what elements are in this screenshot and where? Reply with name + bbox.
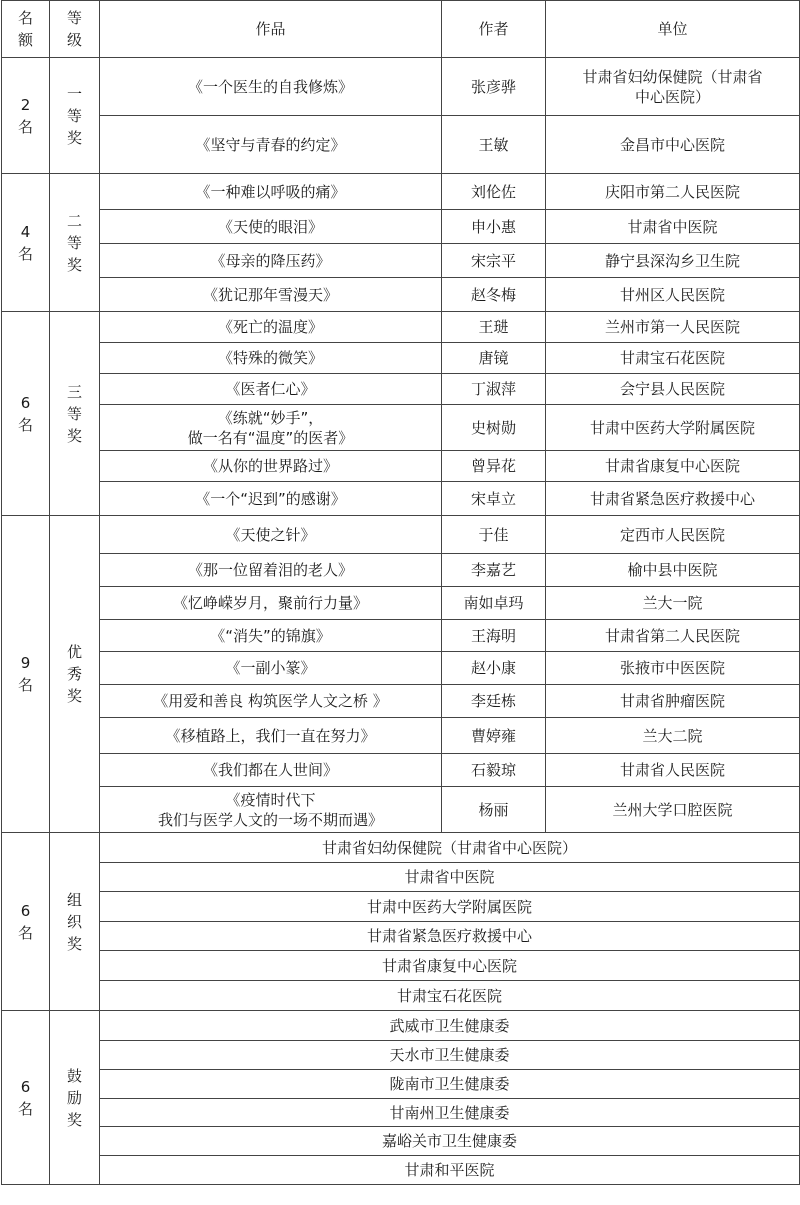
work-title: 《母亲的降压药》	[100, 244, 442, 278]
award-table	[1, 0, 800, 1185]
unit-name: 天水市卫生健康委	[100, 1041, 800, 1070]
table-row	[2, 754, 800, 787]
table-row	[2, 1099, 800, 1127]
award-level: 一 等 奖	[50, 58, 100, 174]
work-title: 《一个医生的自我修炼》	[100, 58, 442, 116]
unit-name: 庆阳市第二人民医院	[546, 174, 800, 210]
header-level: 等 级	[50, 1, 100, 58]
unit-name: 兰大一院	[546, 587, 800, 620]
award-count: 6 名	[2, 833, 50, 1011]
unit-name: 甘肃省妇幼保健院（甘肃省中心医院）	[100, 833, 800, 863]
author-name: 宋卓立	[442, 482, 546, 516]
unit-name: 兰州市第一人民医院	[546, 312, 800, 343]
work-title: 《移植路上，我们一直在努力》	[100, 718, 442, 754]
author-name: 曹婷雍	[442, 718, 546, 754]
table-row	[2, 1011, 800, 1041]
table-row	[2, 374, 800, 405]
author-name: 赵冬梅	[442, 278, 546, 312]
unit-name: 甘肃和平医院	[100, 1156, 800, 1185]
table-row	[2, 312, 800, 343]
table-row	[2, 482, 800, 516]
award-level: 二 等 奖	[50, 174, 100, 312]
table-body	[2, 58, 800, 1185]
author-name: 宋宗平	[442, 244, 546, 278]
award-level: 组 织 奖	[50, 833, 100, 1011]
work-title: 《我们都在人世间》	[100, 754, 442, 787]
table-row	[2, 1041, 800, 1070]
unit-name: 兰大二院	[546, 718, 800, 754]
unit-name: 甘州区人民医院	[546, 278, 800, 312]
award-count: 2 名	[2, 58, 50, 174]
award-count: 6 名	[2, 312, 50, 516]
table-row	[2, 174, 800, 210]
unit-name: 静宁县深沟乡卫生院	[546, 244, 800, 278]
header-author: 作者	[442, 1, 546, 58]
award-level: 三 等 奖	[50, 312, 100, 516]
table-row	[2, 58, 800, 116]
table-row	[2, 405, 800, 451]
work-title: 《从你的世界路过》	[100, 451, 442, 482]
author-name: 史树勋	[442, 405, 546, 451]
author-name: 唐镜	[442, 343, 546, 374]
table-row	[2, 863, 800, 892]
table-row	[2, 116, 800, 174]
work-title: 《医者仁心》	[100, 374, 442, 405]
author-name: 南如卓玛	[442, 587, 546, 620]
work-title: 《死亡的温度》	[100, 312, 442, 343]
header-work: 作品	[100, 1, 442, 58]
table-row	[2, 652, 800, 685]
author-name: 于佳	[442, 516, 546, 554]
table-row	[2, 343, 800, 374]
table-row	[2, 1070, 800, 1099]
table-row	[2, 892, 800, 922]
table-row	[2, 516, 800, 554]
author-name: 石毅琼	[442, 754, 546, 787]
work-title: 《特殊的微笑》	[100, 343, 442, 374]
award-level: 鼓 励 奖	[50, 1011, 100, 1185]
table-row	[2, 451, 800, 482]
unit-name: 榆中县中医院	[546, 554, 800, 587]
author-name: 丁淑萍	[442, 374, 546, 405]
award-count: 6 名	[2, 1011, 50, 1185]
author-name: 王海明	[442, 620, 546, 652]
unit-name: 兰州大学口腔医院	[546, 787, 800, 833]
author-name: 赵小康	[442, 652, 546, 685]
unit-name: 甘肃省肿瘤医院	[546, 685, 800, 718]
table-row	[2, 244, 800, 278]
author-name: 申小惠	[442, 210, 546, 244]
unit-name: 甘肃省第二人民医院	[546, 620, 800, 652]
unit-name: 甘肃中医药大学附属医院	[100, 892, 800, 922]
work-title: 《犹记那年雪漫天》	[100, 278, 442, 312]
unit-name: 武威市卫生健康委	[100, 1011, 800, 1041]
work-title: 《那一位留着泪的老人》	[100, 554, 442, 587]
table-row	[2, 951, 800, 981]
work-title: 《一种难以呼吸的痛》	[100, 174, 442, 210]
work-title: 《天使之针》	[100, 516, 442, 554]
unit-name: 会宁县人民医院	[546, 374, 800, 405]
header-unit: 单位	[546, 1, 800, 58]
table-row	[2, 620, 800, 652]
table-row	[2, 278, 800, 312]
unit-name: 嘉峪关市卫生健康委	[100, 1127, 800, 1156]
table-row	[2, 922, 800, 951]
author-name: 刘伦佐	[442, 174, 546, 210]
unit-name: 金昌市中心医院	[546, 116, 800, 174]
work-title: 《天使的眼泪》	[100, 210, 442, 244]
author-name: 李嘉艺	[442, 554, 546, 587]
unit-name: 甘肃省中医院	[546, 210, 800, 244]
unit-name: 甘肃宝石花医院	[100, 981, 800, 1011]
unit-name: 陇南市卫生健康委	[100, 1070, 800, 1099]
award-count: 4 名	[2, 174, 50, 312]
unit-name: 甘肃省紧急医疗救援中心	[100, 922, 800, 951]
work-title: 《用爱和善良 构筑医学人文之桥 》	[100, 685, 442, 718]
work-title: 《“消失”的锦旗》	[100, 620, 442, 652]
unit-name: 定西市人民医院	[546, 516, 800, 554]
unit-name: 甘肃宝石花医院	[546, 343, 800, 374]
author-name: 张彦骅	[442, 58, 546, 116]
table-row	[2, 210, 800, 244]
table-row	[2, 1127, 800, 1156]
table-row	[2, 787, 800, 833]
author-name: 李廷栋	[442, 685, 546, 718]
header-row	[2, 1, 800, 58]
work-title: 《忆峥嵘岁月，聚前行力量》	[100, 587, 442, 620]
header-count: 名 额	[2, 1, 50, 58]
unit-name: 甘肃中医药大学附属医院	[546, 405, 800, 451]
unit-name: 甘肃省中医院	[100, 863, 800, 892]
table-row	[2, 718, 800, 754]
author-name: 曾异花	[442, 451, 546, 482]
work-title: 《一副小篆》	[100, 652, 442, 685]
unit-name: 张掖市中医医院	[546, 652, 800, 685]
work-title: 《练就“妙手”， 做一名有“温度”的医者》	[100, 405, 442, 451]
author-name: 王敏	[442, 116, 546, 174]
table-row	[2, 833, 800, 863]
unit-name: 甘肃省康复中心医院	[546, 451, 800, 482]
table-row	[2, 685, 800, 718]
author-name: 杨丽	[442, 787, 546, 833]
award-count: 9 名	[2, 516, 50, 833]
unit-name: 甘南州卫生健康委	[100, 1099, 800, 1127]
author-name: 王琎	[442, 312, 546, 343]
table-row	[2, 1156, 800, 1185]
unit-name: 甘肃省人民医院	[546, 754, 800, 787]
work-title: 《一个“迟到”的感谢》	[100, 482, 442, 516]
unit-name: 甘肃省紧急医疗救援中心	[546, 482, 800, 516]
work-title: 《坚守与青春的约定》	[100, 116, 442, 174]
table-row	[2, 587, 800, 620]
table-row	[2, 981, 800, 1011]
work-title: 《疫情时代下 我们与医学人文的一场不期而遇》	[100, 787, 442, 833]
award-level: 优 秀 奖	[50, 516, 100, 833]
table-row	[2, 554, 800, 587]
unit-name: 甘肃省康复中心医院	[100, 951, 800, 981]
unit-name: 甘肃省妇幼保健院（甘肃省 中心医院）	[546, 58, 800, 116]
